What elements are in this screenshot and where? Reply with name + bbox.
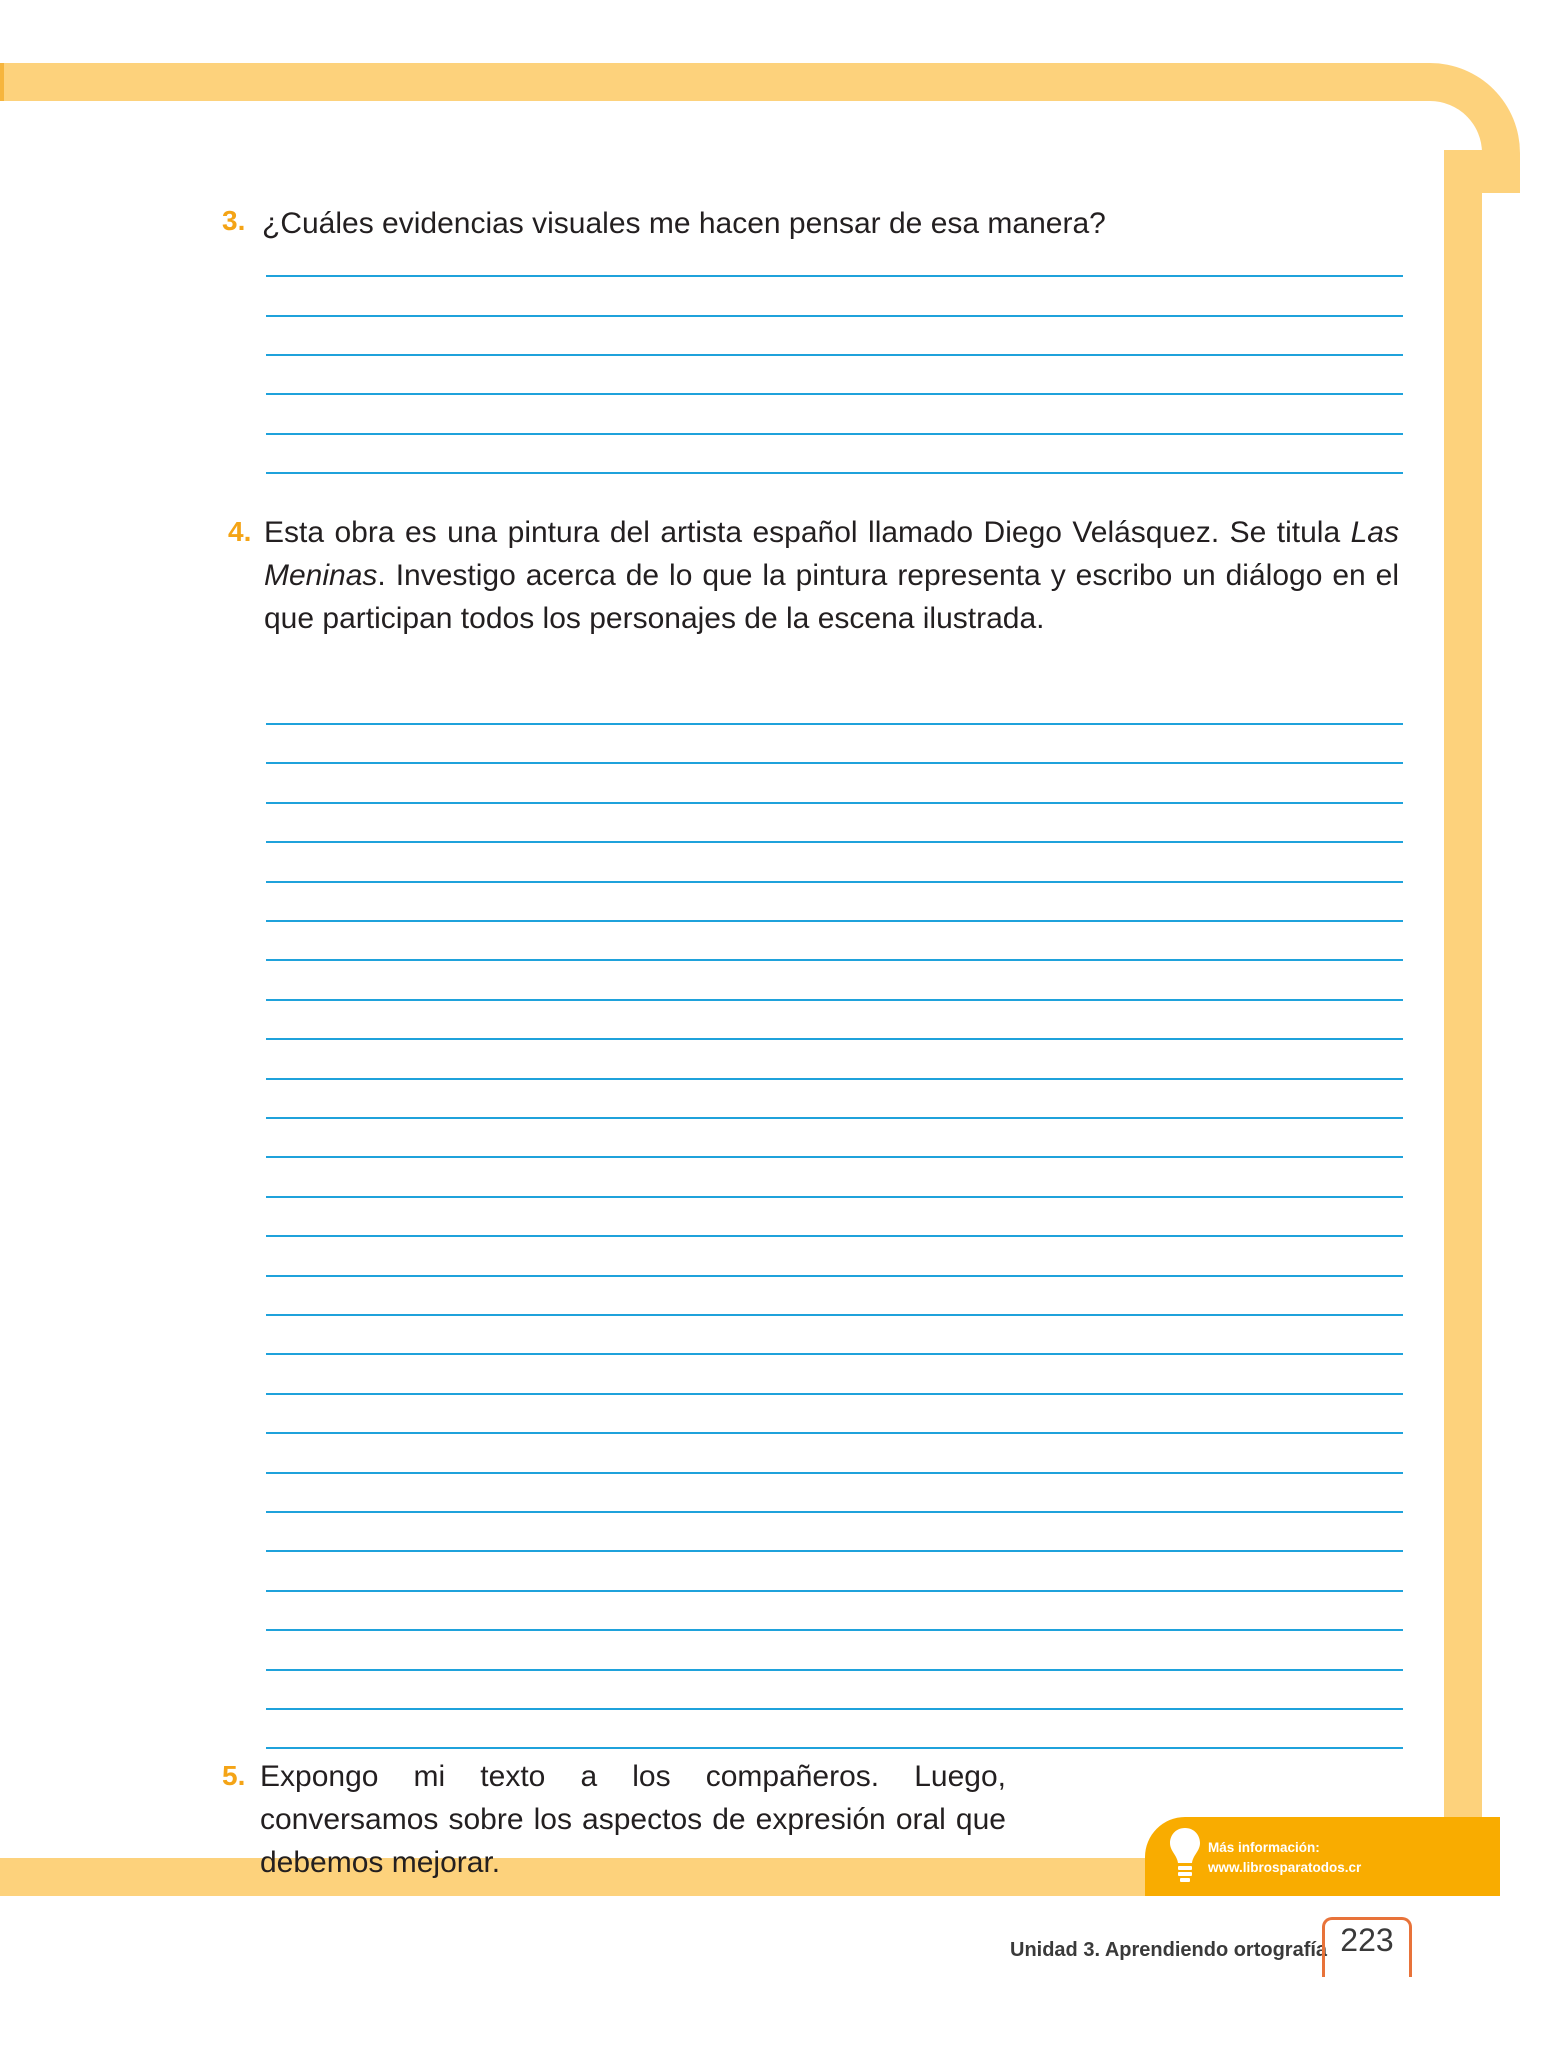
page-number: 223	[1340, 1922, 1394, 1958]
artwork-title: Las Meninas	[264, 516, 1399, 592]
answer-line[interactable]	[266, 1156, 1403, 1158]
answer-line[interactable]	[266, 802, 1403, 804]
answer-line[interactable]	[266, 999, 1403, 1001]
answer-line[interactable]	[266, 1550, 1403, 1552]
answer-line[interactable]	[266, 1353, 1403, 1355]
answer-line[interactable]	[266, 1669, 1403, 1671]
answer-line[interactable]	[266, 315, 1403, 317]
question-5-number: 5.	[222, 1760, 246, 1791]
answer-line[interactable]	[266, 1078, 1403, 1080]
page-frame-top	[0, 63, 1430, 101]
answer-line[interactable]	[266, 1196, 1403, 1198]
page-frame-mark	[0, 63, 4, 101]
answer-line[interactable]	[266, 723, 1403, 725]
question-3-number: 3.	[222, 205, 246, 236]
more-info-label: Más información:	[1208, 1840, 1320, 1855]
answer-line[interactable]	[266, 881, 1403, 883]
answer-line[interactable]	[266, 354, 1403, 356]
more-info-text	[1208, 1838, 1361, 1878]
answer-line[interactable]	[266, 920, 1403, 922]
answer-line[interactable]	[266, 1511, 1403, 1513]
answer-line[interactable]	[266, 1708, 1403, 1710]
question-4-text	[264, 511, 1399, 640]
answer-line[interactable]	[266, 1038, 1403, 1040]
answer-line[interactable]	[266, 393, 1403, 395]
answer-line[interactable]	[266, 1590, 1403, 1592]
page-frame-right	[1444, 150, 1482, 1822]
answer-line[interactable]	[266, 1747, 1403, 1749]
answer-line[interactable]	[266, 1432, 1403, 1434]
answer-line[interactable]	[266, 1117, 1403, 1119]
answer-line[interactable]	[266, 1275, 1403, 1277]
answer-line[interactable]	[266, 841, 1403, 843]
answer-line[interactable]	[266, 433, 1403, 435]
more-info-url[interactable]: www.librosparatodos.cr	[1208, 1860, 1362, 1875]
question-4-number: 4.	[228, 516, 252, 547]
question-4-text-end: . Investigo acerca de lo que la pintura representa y escribo un diálogo en el que participan todos los personajes de la escena ilustrada.	[264, 559, 1399, 635]
answer-line[interactable]	[266, 1393, 1403, 1395]
answer-line[interactable]	[266, 1314, 1403, 1316]
answer-line[interactable]	[266, 1235, 1403, 1237]
answer-line[interactable]	[266, 959, 1403, 961]
question-3-text: ¿Cuáles evidencias visuales me hacen pensar de esa manera?	[262, 207, 1106, 240]
unit-label: Unidad 3. Aprendiendo ortografía	[1010, 1939, 1328, 1961]
question-5-text: Expongo mi texto a los compañeros. Luego, conversamos sobre los aspectos de expresión oral que debemos mejorar.	[260, 1760, 1006, 1879]
lightbulb-icon	[1168, 1826, 1202, 1886]
question-4-text-start: Esta obra es una pintura del artista español llamado Diego Velásquez. Se titula	[264, 516, 1351, 549]
answer-line[interactable]	[266, 1472, 1403, 1474]
answer-line[interactable]	[266, 275, 1403, 277]
answer-line[interactable]	[266, 472, 1403, 474]
answer-line[interactable]	[266, 1629, 1403, 1631]
answer-line[interactable]	[266, 762, 1403, 764]
